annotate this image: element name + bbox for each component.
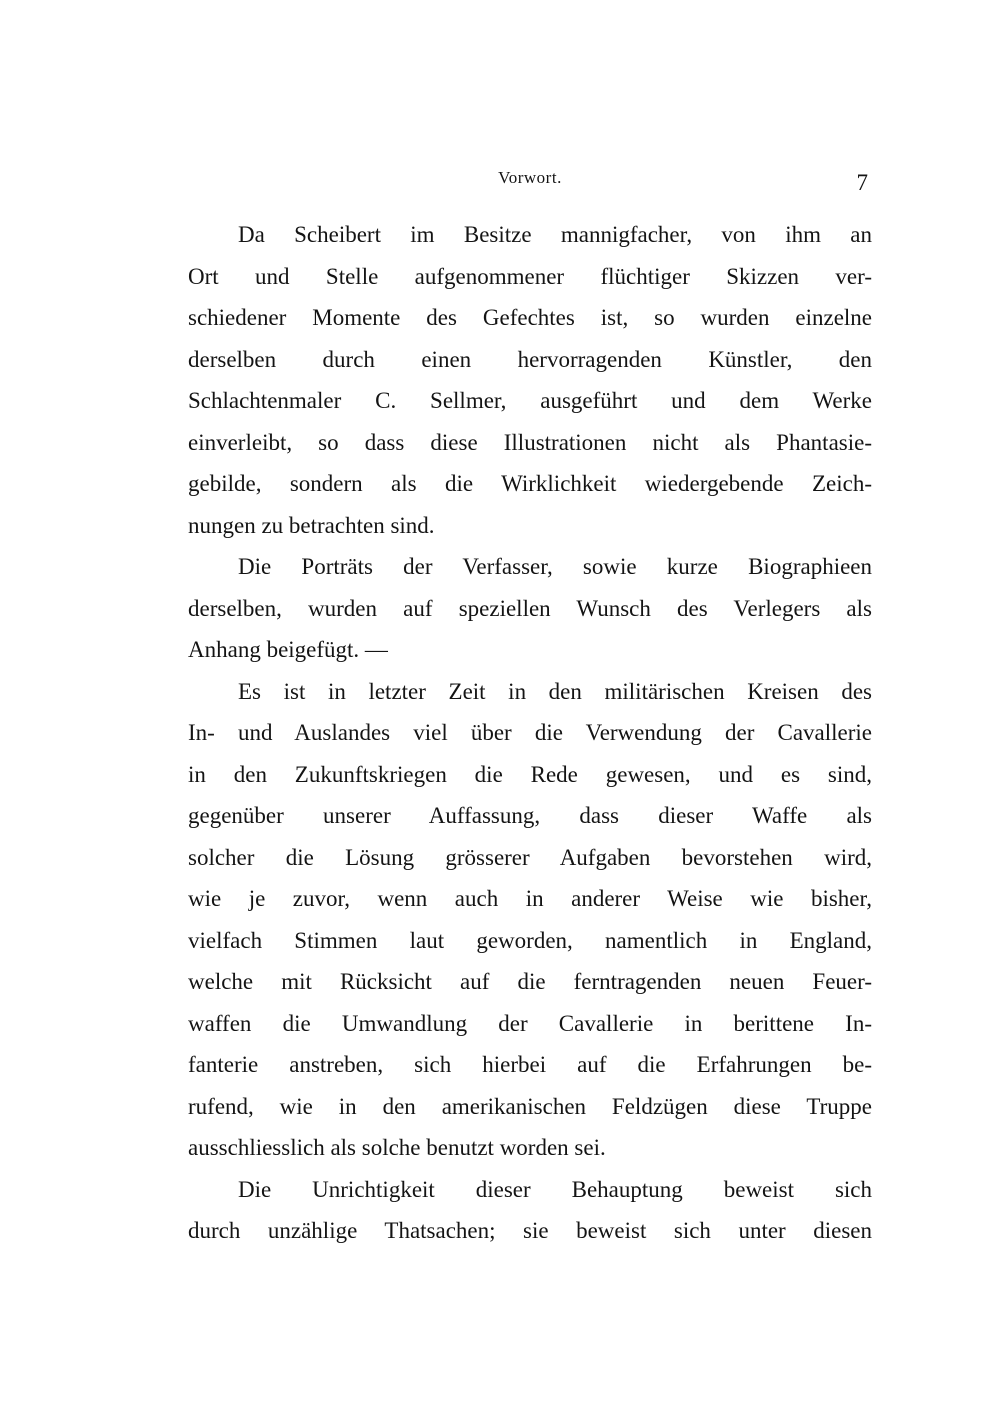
running-header <box>188 166 872 196</box>
text-line: derselben, wurden auf speziellen Wunsch des Verlegers als <box>188 595 872 621</box>
paragraph-2 <box>188 546 872 671</box>
text-line: einverleibt, so dass diese Illustrationen nicht als Phantasie- <box>188 429 872 455</box>
text-line: Es ist in letzter Zeit in den militärischen Kreisen des <box>238 678 872 704</box>
text-line: Da Scheibert im Besitze mannigfacher, von ihm an <box>238 222 872 247</box>
text-line: gebilde, sondern als die Wirklichkeit wiedergebende Zeich- <box>188 471 872 496</box>
text-line: wie je zuvor, wenn auch in anderer Weise wie bisher, <box>188 886 872 911</box>
text-line: gegenüber unserer Auffassung, dass dieser Waffe als <box>188 803 872 828</box>
text-line: rufend, wie in den amerikanischen Feldzügen diese Truppe <box>188 1093 872 1119</box>
paragraph-4 <box>188 1169 872 1252</box>
text-line: vielfach Stimmen laut geworden, namentlich in England, <box>188 927 872 953</box>
text-line: fanterie anstreben, sich hierbei auf die Erfahrungen be- <box>188 1052 872 1077</box>
text-line: Die Unrichtigkeit dieser Behauptung beweist sich <box>238 1176 872 1202</box>
page-number: 7 <box>856 170 868 195</box>
body-text <box>188 214 872 1252</box>
text-line: waffen die Umwandlung der Cavallerie in berittene In- <box>188 1010 872 1036</box>
text-line: welche mit Rücksicht auf die ferntragenden neuen Feuer- <box>188 969 872 994</box>
text-line: schiedener Momente des Gefechtes ist, so wurden einzelne <box>188 305 872 330</box>
text-line: Ort und Stelle aufgenommener flüchtiger Skizzen ver- <box>188 263 872 289</box>
text-line: Anhang beigefügt. — <box>188 637 388 662</box>
text-line: derselben durch einen hervorragenden Künstler, den <box>188 346 872 372</box>
text-line: nungen zu betrachten sind. <box>188 512 435 538</box>
text-line: Die Porträts der Verfasser, sowie kurze Biographieen <box>238 554 872 579</box>
text-line: Schlachtenmaler C. Sellmer, ausgeführt und dem Werke <box>188 388 872 413</box>
text-line: ausschliesslich als solche benutzt worden sei. <box>188 1135 606 1160</box>
paragraph-1 <box>188 214 872 546</box>
text-line: durch unzählige Thatsachen; sie beweist sich unter diesen <box>188 1218 872 1243</box>
running-title: Vorwort. <box>498 168 562 187</box>
paragraph-3 <box>188 671 872 1169</box>
text-line: In- und Auslandes viel über die Verwendung der Cavallerie <box>188 720 872 745</box>
text-line: in den Zukunftskriegen die Rede gewesen, und es sind, <box>188 761 872 787</box>
text-line: solcher die Lösung grösserer Aufgaben bevorstehen wird, <box>188 844 872 870</box>
